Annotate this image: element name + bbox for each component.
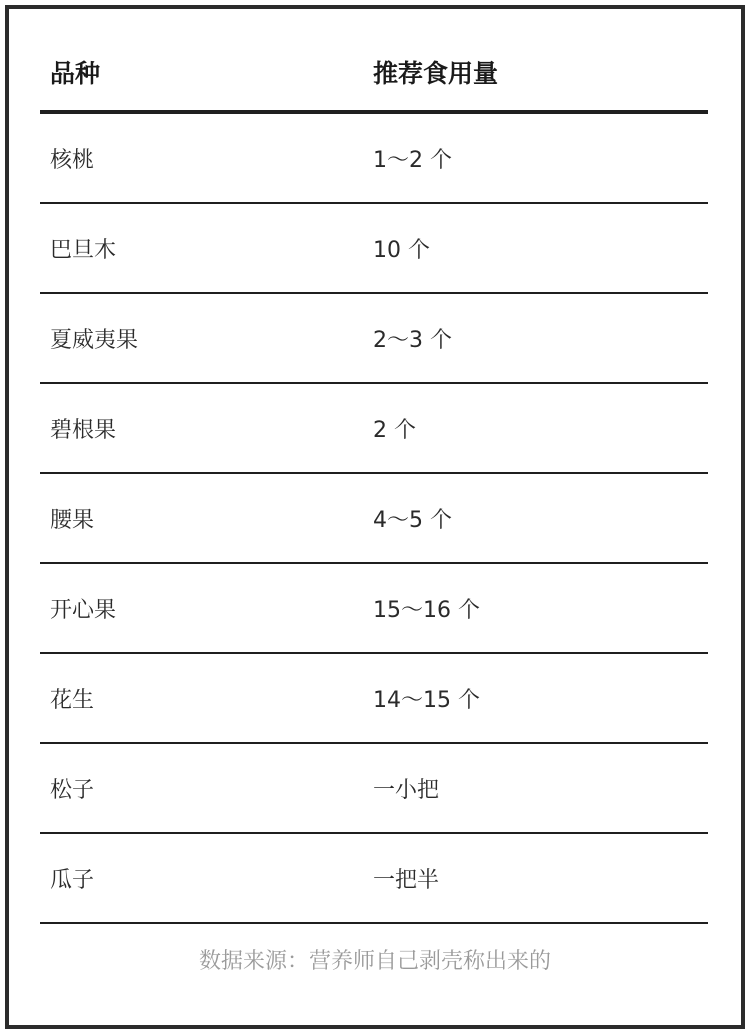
variety-cell: 夏威夷果 xyxy=(50,327,139,353)
variety-cell: 核桃 xyxy=(50,147,95,173)
nut-intake-table xyxy=(40,34,708,924)
source-note: 数据来源：营养师自己剥壳称出来的 xyxy=(198,949,551,974)
amount-cell: 10 个 xyxy=(373,237,430,263)
amount-cell: 4～5 个 xyxy=(373,507,452,533)
variety-cell: 花生 xyxy=(50,687,95,713)
variety-cell: 松子 xyxy=(50,777,95,803)
variety-cell: 巴旦木 xyxy=(50,237,117,263)
table-header-row xyxy=(40,34,708,114)
variety-cell: 碧根果 xyxy=(50,417,117,443)
amount-cell: 1～2 个 xyxy=(373,147,452,173)
table-row xyxy=(40,204,708,294)
amount-cell: 14～15 个 xyxy=(373,687,480,713)
table-row xyxy=(40,384,708,474)
table-row xyxy=(40,294,708,384)
variety-cell: 瓜子 xyxy=(50,867,95,893)
table-row xyxy=(40,564,708,654)
amount-cell: 15～16 个 xyxy=(373,597,480,623)
table-row xyxy=(40,744,708,834)
table-row xyxy=(40,834,708,924)
table-row xyxy=(40,654,708,744)
amount-cell: 2 个 xyxy=(373,417,416,443)
table-row xyxy=(40,474,708,564)
variety-cell: 开心果 xyxy=(50,597,117,623)
variety-cell: 腰果 xyxy=(50,507,95,533)
content-card xyxy=(5,5,745,1029)
header-variety: 品种 xyxy=(50,59,101,88)
amount-cell: 一把半 xyxy=(373,867,440,893)
amount-cell: 一小把 xyxy=(373,777,440,803)
table-row xyxy=(40,114,708,204)
header-recommended-amount: 推荐食用量 xyxy=(373,59,499,88)
amount-cell: 2～3 个 xyxy=(373,327,452,353)
